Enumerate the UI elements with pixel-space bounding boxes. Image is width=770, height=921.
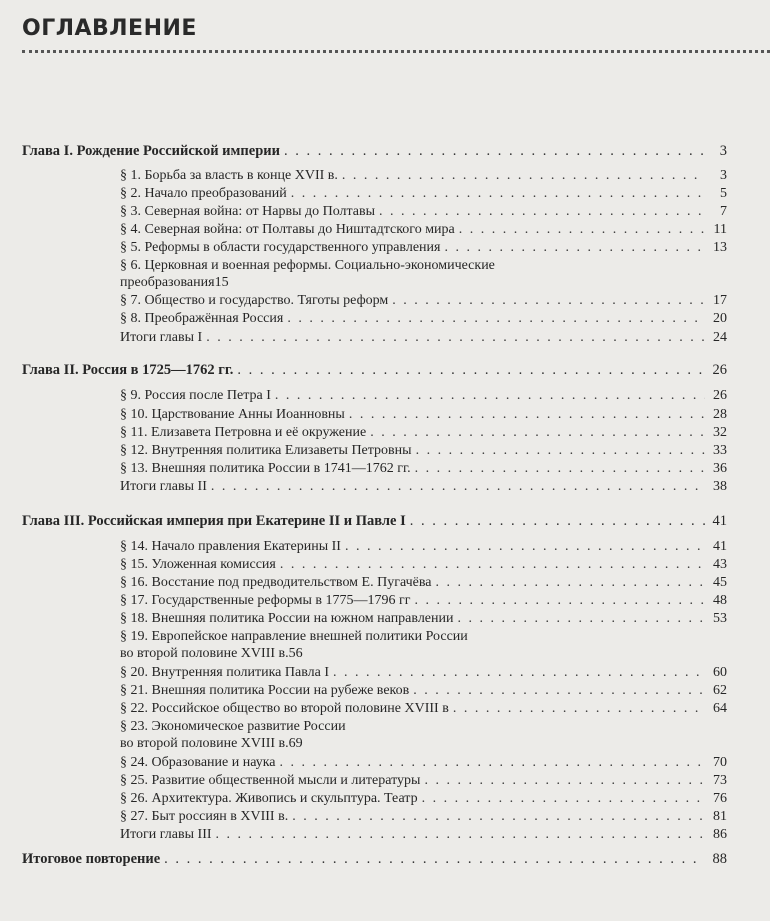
entry-title: § 15. Уложенная комиссия	[120, 557, 276, 572]
page-number: 69	[288, 736, 303, 751]
page-number: 45	[713, 575, 727, 590]
page-number: 26	[713, 388, 727, 403]
page-number: 3	[719, 143, 727, 159]
page-number: 13	[713, 240, 727, 255]
page-number: 15	[214, 275, 229, 290]
toc-entry[interactable]	[120, 167, 727, 184]
toc-entry[interactable]	[120, 406, 727, 423]
toc-entry[interactable]	[120, 292, 727, 309]
page-number: 36	[713, 461, 727, 476]
page-number: 43	[713, 557, 727, 572]
page-number: 86	[713, 827, 727, 842]
entry-title-line1: § 23. Экономическое развитие России	[120, 719, 346, 734]
entry-title-line1: § 19. Европейское направление внешней политики России	[120, 629, 468, 644]
entry-title: Итоги главы I	[120, 330, 203, 345]
page-number: 11	[713, 222, 727, 237]
entry-title: § 1. Борьба за власть в конце XVII в.	[120, 168, 338, 183]
page-number: 41	[712, 513, 727, 529]
page-number: 81	[713, 809, 727, 824]
toc-entry[interactable]	[120, 664, 727, 681]
entry-title: § 5. Реформы в области государственного управления	[120, 240, 441, 255]
final-review-entry[interactable]	[22, 851, 727, 868]
page-number: 7	[720, 204, 727, 219]
entry-title: Итоги главы II	[120, 479, 207, 494]
entry-title: § 27. Быт россиян в XVIII в.	[120, 809, 289, 824]
page-number: 24	[713, 330, 727, 345]
entry-title: § 20. Внутренняя политика Павла I	[120, 665, 330, 680]
page-number: 17	[713, 293, 727, 308]
entry-title: § 18. Внешняя политика России на южном направлении	[120, 611, 454, 626]
entry-title: § 8. Преображённая Россия	[120, 311, 284, 326]
page-title: ОГЛАВЛЕНИЕ	[22, 16, 197, 41]
toc-entry[interactable]	[120, 682, 727, 699]
page-number: 3	[720, 168, 727, 183]
page-number: 32	[713, 425, 727, 440]
header-divider	[22, 50, 770, 53]
page-number: 48	[713, 593, 727, 608]
page-number: 33	[713, 443, 727, 458]
chapter-1[interactable]	[22, 143, 727, 160]
toc-entry[interactable]	[120, 700, 727, 717]
toc-entry[interactable]	[120, 387, 727, 404]
entry-title: § 24. Образование и наука	[120, 755, 276, 770]
entry-title: § 12. Внутренняя политика Елизаветы Петровны	[120, 443, 412, 458]
toc-entry[interactable]	[120, 203, 727, 220]
toc-entry[interactable]	[120, 826, 727, 843]
entry-title: § 25. Развитие общественной мысли и литературы	[120, 773, 421, 788]
toc-entry[interactable]	[120, 790, 727, 807]
page-number: 64	[713, 701, 727, 716]
entry-title: § 11. Елизавета Петровна и её окружение	[120, 425, 367, 440]
toc-entry[interactable]	[120, 538, 727, 555]
toc-entry[interactable]	[120, 460, 727, 477]
toc-entry[interactable]	[120, 772, 727, 789]
page-number: 56	[288, 646, 303, 661]
chapter-3[interactable]	[22, 513, 727, 530]
page-number: 76	[713, 791, 727, 806]
entry-title: § 14. Начало правления Екатерины II	[120, 539, 341, 554]
toc-entry[interactable]	[120, 808, 727, 825]
toc-entry[interactable]	[120, 329, 727, 346]
entry-title: § 7. Общество и государство. Тяготы реформ	[120, 293, 389, 308]
entry-title: § 21. Внешняя политика России на рубеже веков	[120, 683, 410, 698]
page-number: 5	[720, 186, 727, 201]
chapter-title: Итоговое повторение	[22, 851, 161, 867]
toc-entry[interactable]	[120, 239, 727, 256]
toc-entry[interactable]	[120, 718, 727, 752]
toc-entry[interactable]	[120, 754, 727, 771]
entry-title: § 3. Северная война: от Нарвы до Полтавы	[120, 204, 376, 219]
chapter-2[interactable]	[22, 362, 727, 379]
entry-title: § 22. Российское общество во второй половине XVIII в	[120, 701, 449, 716]
toc-entry[interactable]	[120, 424, 727, 441]
toc-entry[interactable]	[120, 478, 727, 495]
entry-title-line2: во второй половине XVIII в.	[120, 646, 289, 661]
toc-entry[interactable]	[120, 574, 727, 591]
entry-title: § 26. Архитектура. Живопись и скульптура. Театр	[120, 791, 418, 806]
entry-title: § 17. Государственные реформы в 1775—1796 гг	[120, 593, 411, 608]
entry-title-line2: во второй половине XVIII в.	[120, 736, 289, 751]
page-number: 73	[713, 773, 727, 788]
entry-title: Итоги главы III	[120, 827, 212, 842]
entry-title: § 4. Северная война: от Полтавы до Ништадтского мира	[120, 222, 455, 237]
chapter-title: Глава III. Российская империя при Екатерине II и Павле I	[22, 513, 406, 529]
page-number: 28	[713, 407, 727, 422]
page-number: 70	[713, 755, 727, 770]
entry-title: § 13. Внешняя политика России в 1741—1762 гг.	[120, 461, 411, 476]
toc-entry[interactable]	[120, 592, 727, 609]
page-number: 53	[713, 611, 727, 626]
entry-title-line2: преобразования	[120, 275, 215, 290]
page-number: 60	[713, 665, 727, 680]
toc-entry[interactable]	[120, 610, 727, 627]
toc-entry[interactable]	[120, 310, 727, 327]
entry-title: § 10. Царствование Анны Иоанновны	[120, 407, 345, 422]
toc-entry[interactable]	[120, 257, 727, 291]
entry-title: § 2. Начало преобразований	[120, 186, 287, 201]
page-number: 20	[713, 311, 727, 326]
toc-entry[interactable]	[120, 628, 727, 662]
page-number: 26	[712, 362, 727, 378]
toc-entry[interactable]	[120, 556, 727, 573]
entry-title: § 16. Восстание под предводительством Е. Пугачёва	[120, 575, 432, 590]
page-number: 88	[712, 851, 727, 867]
page-number: 38	[713, 479, 727, 494]
toc-entry[interactable]	[120, 442, 727, 459]
chapter-title: Глава II. Россия в 1725—1762 гг.	[22, 362, 234, 378]
page-number: 41	[713, 539, 727, 554]
entry-title: § 9. Россия после Петра I	[120, 388, 271, 403]
toc-entry[interactable]	[120, 185, 727, 202]
toc-entry[interactable]	[120, 221, 727, 238]
page-number: 62	[713, 683, 727, 698]
chapter-title: Глава I. Рождение Российской империи	[22, 143, 280, 159]
entry-title-line1: § 6. Церковная и военная реформы. Социально-экономические	[120, 258, 495, 273]
